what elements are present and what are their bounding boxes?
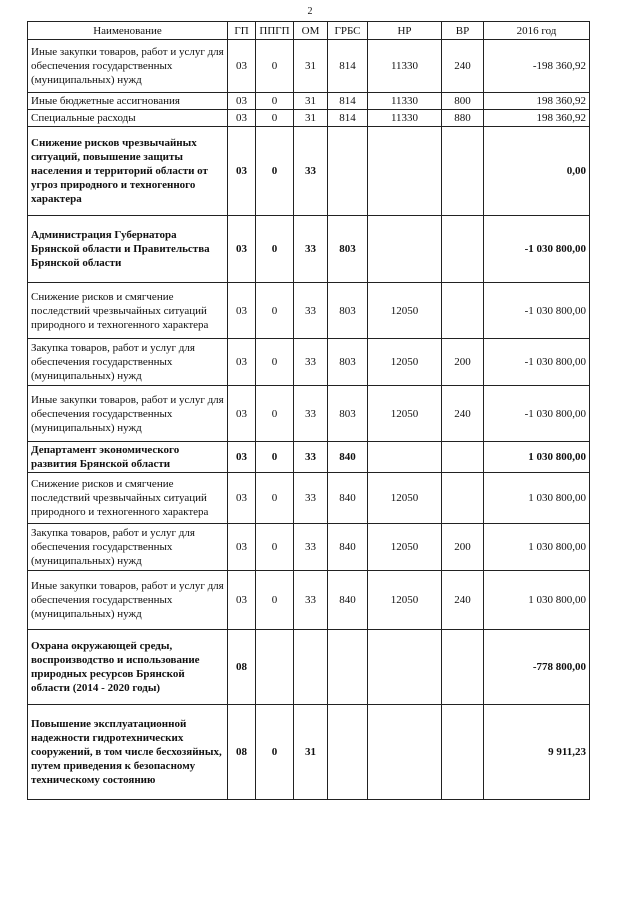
row-name: Снижение рисков чрезвычайных ситуаций, повышение защиты населения и территорий области от угроз природного и техногенного характера [28,127,228,216]
row-nr: 12050 [368,524,442,571]
row-nr: 11330 [368,40,442,93]
row-name: Повышение эксплуатационной надежности гидротехнических сооружений, в том числе бесхозяйных, путем приведения к безопасному техническому состоянию [28,705,228,800]
row-ppgp: 0 [256,473,294,524]
row-om: 31 [294,705,328,800]
row-ppgp [256,630,294,705]
row-gp: 03 [228,40,256,93]
row-ppgp: 0 [256,127,294,216]
row-amount: -1 030 800,00 [484,339,590,386]
row-gp: 03 [228,386,256,442]
row-name: Администрация Губернатора Брянской области и Правительства Брянской области [28,216,228,283]
row-vr [442,216,484,283]
row-ppgp: 0 [256,524,294,571]
row-grbs: 814 [328,110,368,127]
table-row [28,127,590,216]
row-vr [442,473,484,524]
row-ppgp: 0 [256,386,294,442]
row-ppgp: 0 [256,339,294,386]
row-name: Иные закупки товаров, работ и услуг для обеспечения государственных (муниципальных) нужд [28,40,228,93]
row-name: Департамент экономического развития Брянской области [28,442,228,473]
row-grbs: 840 [328,571,368,630]
row-om: 33 [294,442,328,473]
table-row [28,630,590,705]
row-name: Иные закупки товаров, работ и услуг для обеспечения государственных (муниципальных) нужд [28,571,228,630]
table-row [28,386,590,442]
header-vr: ВР [442,22,484,40]
row-ppgp: 0 [256,442,294,473]
header-ppgp: ППГП [256,22,294,40]
header-om: ОМ [294,22,328,40]
row-name: Закупка товаров, работ и услуг для обеспечения государственных (муниципальных) нужд [28,524,228,571]
row-nr [368,127,442,216]
row-amount: 1 030 800,00 [484,442,590,473]
row-name: Закупка товаров, работ и услуг для обеспечения государственных (муниципальных) нужд [28,339,228,386]
row-amount: 0,00 [484,127,590,216]
row-ppgp: 0 [256,705,294,800]
row-om: 33 [294,283,328,339]
row-name: Специальные расходы [28,110,228,127]
row-ppgp: 0 [256,93,294,110]
row-nr: 11330 [368,93,442,110]
row-grbs: 814 [328,40,368,93]
row-amount: -1 030 800,00 [484,283,590,339]
row-om: 31 [294,93,328,110]
row-ppgp: 0 [256,283,294,339]
row-name: Иные бюджетные ассигнования [28,93,228,110]
row-gp: 03 [228,442,256,473]
row-amount: 9 911,23 [484,705,590,800]
row-nr: 12050 [368,283,442,339]
row-amount: -198 360,92 [484,40,590,93]
row-grbs: 803 [328,339,368,386]
row-amount: 198 360,92 [484,110,590,127]
row-vr [442,283,484,339]
row-grbs [328,127,368,216]
row-gp: 08 [228,705,256,800]
row-om: 33 [294,571,328,630]
table-row [28,339,590,386]
row-name: Охрана окружающей среды, воспроизводство и использование природных ресурсов Брянской области (2014 - 2020 годы) [28,630,228,705]
row-vr [442,630,484,705]
row-grbs [328,705,368,800]
row-gp: 03 [228,524,256,571]
row-vr: 200 [442,524,484,571]
row-gp: 08 [228,630,256,705]
row-nr [368,705,442,800]
row-grbs [328,630,368,705]
row-nr [368,442,442,473]
row-grbs: 803 [328,386,368,442]
header-year: 2016 год [484,22,590,40]
row-amount: -1 030 800,00 [484,386,590,442]
row-nr: 12050 [368,473,442,524]
row-gp: 03 [228,473,256,524]
row-gp: 03 [228,339,256,386]
row-grbs: 803 [328,216,368,283]
row-vr [442,705,484,800]
row-vr: 240 [442,40,484,93]
table-row [28,110,590,127]
row-nr: 11330 [368,110,442,127]
row-name: Снижение рисков и смягчение последствий чрезвычайных ситуаций природного и техногенного характера [28,283,228,339]
row-vr: 240 [442,386,484,442]
row-ppgp: 0 [256,110,294,127]
row-ppgp: 0 [256,571,294,630]
row-nr: 12050 [368,571,442,630]
row-grbs: 840 [328,524,368,571]
row-om: 33 [294,216,328,283]
row-grbs: 840 [328,442,368,473]
row-amount: -1 030 800,00 [484,216,590,283]
row-om: 33 [294,127,328,216]
row-nr: 12050 [368,386,442,442]
table-row [28,705,590,800]
header-nr: НР [368,22,442,40]
row-om: 33 [294,473,328,524]
page-number: 2 [307,6,313,17]
row-grbs: 803 [328,283,368,339]
row-gp: 03 [228,571,256,630]
table-row [28,93,590,110]
row-gp: 03 [228,93,256,110]
row-ppgp: 0 [256,216,294,283]
header-grbs: ГРБС [328,22,368,40]
row-gp: 03 [228,283,256,339]
row-amount: -778 800,00 [484,630,590,705]
row-vr: 200 [442,339,484,386]
row-vr [442,442,484,473]
row-nr: 12050 [368,339,442,386]
row-name: Снижение рисков и смягчение последствий чрезвычайных ситуаций природного и техногенного характера [28,473,228,524]
row-om: 31 [294,110,328,127]
row-vr: 240 [442,571,484,630]
table-row [28,283,590,339]
row-grbs: 814 [328,93,368,110]
row-vr: 880 [442,110,484,127]
row-ppgp: 0 [256,40,294,93]
table-row [28,442,590,473]
header-name: Наименование [28,22,228,40]
table-row [28,473,590,524]
row-om [294,630,328,705]
table-row [28,40,590,93]
row-amount: 1 030 800,00 [484,571,590,630]
table-row [28,524,590,571]
row-gp: 03 [228,110,256,127]
row-amount: 1 030 800,00 [484,473,590,524]
row-amount: 1 030 800,00 [484,524,590,571]
row-vr [442,127,484,216]
row-name: Иные закупки товаров, работ и услуг для обеспечения государственных (муниципальных) нужд [28,386,228,442]
row-vr: 800 [442,93,484,110]
row-gp: 03 [228,127,256,216]
row-om: 33 [294,339,328,386]
row-gp: 03 [228,216,256,283]
row-nr [368,216,442,283]
row-om: 33 [294,386,328,442]
budget-table [27,21,590,800]
row-amount: 198 360,92 [484,93,590,110]
row-nr [368,630,442,705]
row-om: 33 [294,524,328,571]
table-row [28,216,590,283]
row-grbs: 840 [328,473,368,524]
header-gp: ГП [228,22,256,40]
header-row [28,22,590,40]
row-om: 31 [294,40,328,93]
table-row [28,571,590,630]
